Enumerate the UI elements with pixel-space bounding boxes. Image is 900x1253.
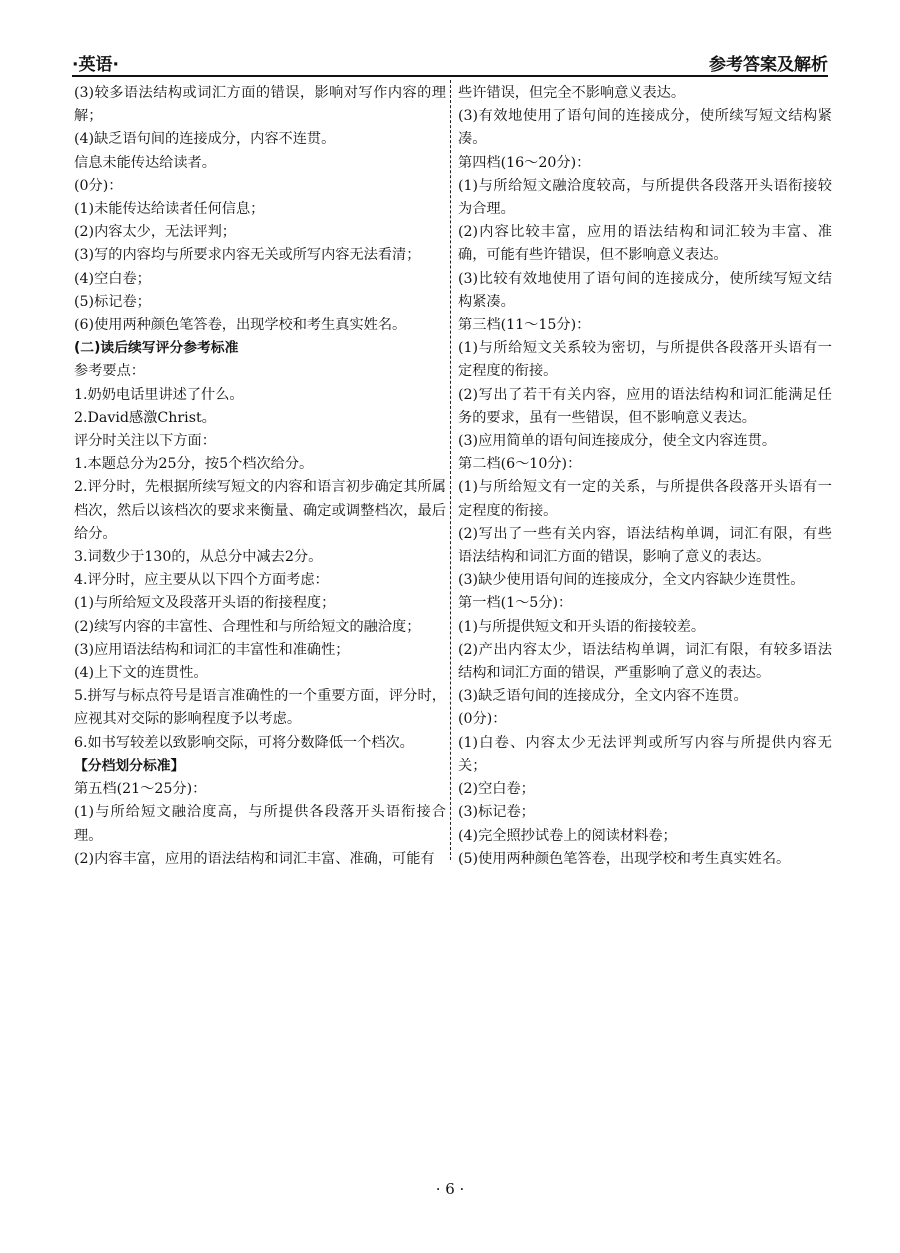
column-divider (450, 80, 451, 860)
paragraph: (3)标记卷； (458, 804, 535, 821)
paragraph: (3)写的内容均与所要求内容无关或所写内容无法看清； (74, 247, 421, 264)
paragraph: 2.David感激Christ。 (74, 409, 216, 426)
page-number: · 6 · (435, 1180, 465, 1198)
paragraph: 5.拼写与标点符号是语言准确性的一个重要方面，评分时，应视其对交际的影响程度予以考虑。 (74, 688, 446, 728)
paragraph: 【分档划分标准】 (74, 757, 185, 774)
paragraph: 第一档(1～5分)： (458, 595, 573, 612)
right-column (458, 82, 832, 871)
paragraph: (2)内容比较丰富，应用的语法结构和词汇较为丰富、准确，可能有些许错误，但不影响意义表达。 (458, 224, 832, 264)
paragraph: (1)与所给短文关系较为密切，与所提供各段落开头语有一定程度的衔接。 (458, 340, 832, 380)
paragraph: (2)写出了若干有关内容，应用的语法结构和词汇能满足任务的要求，虽有一些错误，但不影响意义表达。 (458, 386, 832, 426)
paragraph: (1)与所给短文及段落开头语的衔接程度； (74, 595, 336, 612)
subject-label: ·英语· (72, 55, 119, 75)
paragraph: (3)较多语法结构或词汇方面的错误，影响对写作内容的理解； (74, 85, 446, 125)
paragraph: (1)白卷、内容太少无法评判或所写内容与所提供内容无关； (458, 734, 832, 774)
paragraph: 参考要点： (74, 363, 145, 380)
paragraph: (4)缺乏语句间的连接成分，内容不连贯。 (74, 131, 336, 148)
paragraph: 2.评分时，先根据所续写短文的内容和语言初步确定其所属档次，然后以该档次的要求来衡量、确定或调整档次，最后给分。 (74, 479, 446, 542)
paragraph: (5)标记卷； (74, 293, 151, 310)
paragraph: (1)与所提供短文和开头语的衔接较差。 (458, 618, 706, 635)
paragraph: (1)与所给短文有一定的关系，与所提供各段落开头语有一定程度的衔接。 (458, 479, 832, 519)
paragraph: 第二档(6～10分)： (458, 456, 582, 473)
paragraph: (2)内容丰富，应用的语法结构和词汇丰富、准确，可能有 (74, 850, 435, 867)
paragraph: (0分)： (74, 177, 123, 194)
paragraph: (2)内容太少，无法评判； (74, 224, 236, 241)
paragraph: (4)空白卷； (74, 270, 151, 287)
paragraph: 4.评分时，应主要从以下四个方面考虑： (74, 572, 329, 589)
paragraph: (3)应用语法结构和词汇的丰富性和准确性； (74, 641, 350, 658)
page-header (72, 50, 828, 78)
paragraph: (二)读后续写评分参考标准 (74, 340, 239, 357)
paragraph: 1.本题总分为25分，按5个档次给分。 (74, 456, 314, 473)
paragraph: (4)完全照抄试卷上的阅读材料卷； (458, 827, 677, 844)
paragraph: (4)上下文的连贯性。 (74, 665, 208, 682)
paragraph: (2)续写内容的丰富性、合理性和与所给短文的融洽度； (74, 618, 421, 635)
paragraph: (3)应用简单的语句间连接成分，使全文内容连贯。 (458, 433, 777, 450)
paragraph: (3)比较有效地使用了语句间的连接成分，使所续写短文结构紧凑。 (458, 270, 832, 310)
paragraph: (1)与所给短文融洽度高，与所提供各段落开头语衔接合理。 (74, 804, 446, 844)
paragraph: (3)缺少使用语句间的连接成分，全文内容缺少连贯性。 (458, 572, 805, 589)
paragraph: (1)未能传达给读者任何信息； (74, 201, 265, 218)
paragraph: (2)写出了一些有关内容，语法结构单调，词汇有限，有些语法结构和词汇方面的错误，影响了意义的表达。 (458, 525, 832, 566)
paragraph: (0分)： (458, 711, 507, 728)
paragraph: 6.如书写较差以致影响交际，可将分数降低一个档次。 (74, 734, 414, 751)
paragraph: 信息未能传达给读者。 (74, 154, 216, 171)
paragraph: (5)使用两种颜色笔答卷，出现学校和考生真实姓名。 (458, 850, 791, 867)
paragraph: 3.词数少于130的，从总分中减去2分。 (74, 549, 323, 566)
section-title: 参考答案及解析 (709, 55, 828, 75)
paragraph: (2)产出内容太少，语法结构单调，词汇有限，有较多语法结构和词汇方面的错误，严重影响了意义的表达。 (458, 641, 832, 682)
paragraph: 第四档(16～20分)： (458, 154, 591, 171)
paragraph: 评分时关注以下方面： (74, 433, 216, 450)
paragraph: (2)空白卷； (458, 781, 535, 798)
left-column (74, 82, 446, 871)
paragraph: (3)缺乏语句间的连接成分，全文内容不连贯。 (458, 688, 748, 705)
paragraph: 些许错误，但完全不影响意义表达。 (458, 85, 686, 101)
paragraph: (6)使用两种颜色笔答卷，出现学校和考生真实姓名。 (74, 317, 407, 334)
paragraph: 1.奶奶电话里讲述了什么。 (74, 386, 244, 403)
paragraph: 第三档(11～15分)： (458, 317, 591, 334)
paragraph: (1)与所给短文融洽度较高，与所提供各段落开头语衔接较为合理。 (458, 177, 832, 218)
paragraph: (3)有效地使用了语句间的连接成分，使所续写短文结构紧凑。 (458, 108, 832, 148)
header-rule (72, 75, 828, 77)
paragraph: 第五档(21～25分)： (74, 781, 207, 798)
